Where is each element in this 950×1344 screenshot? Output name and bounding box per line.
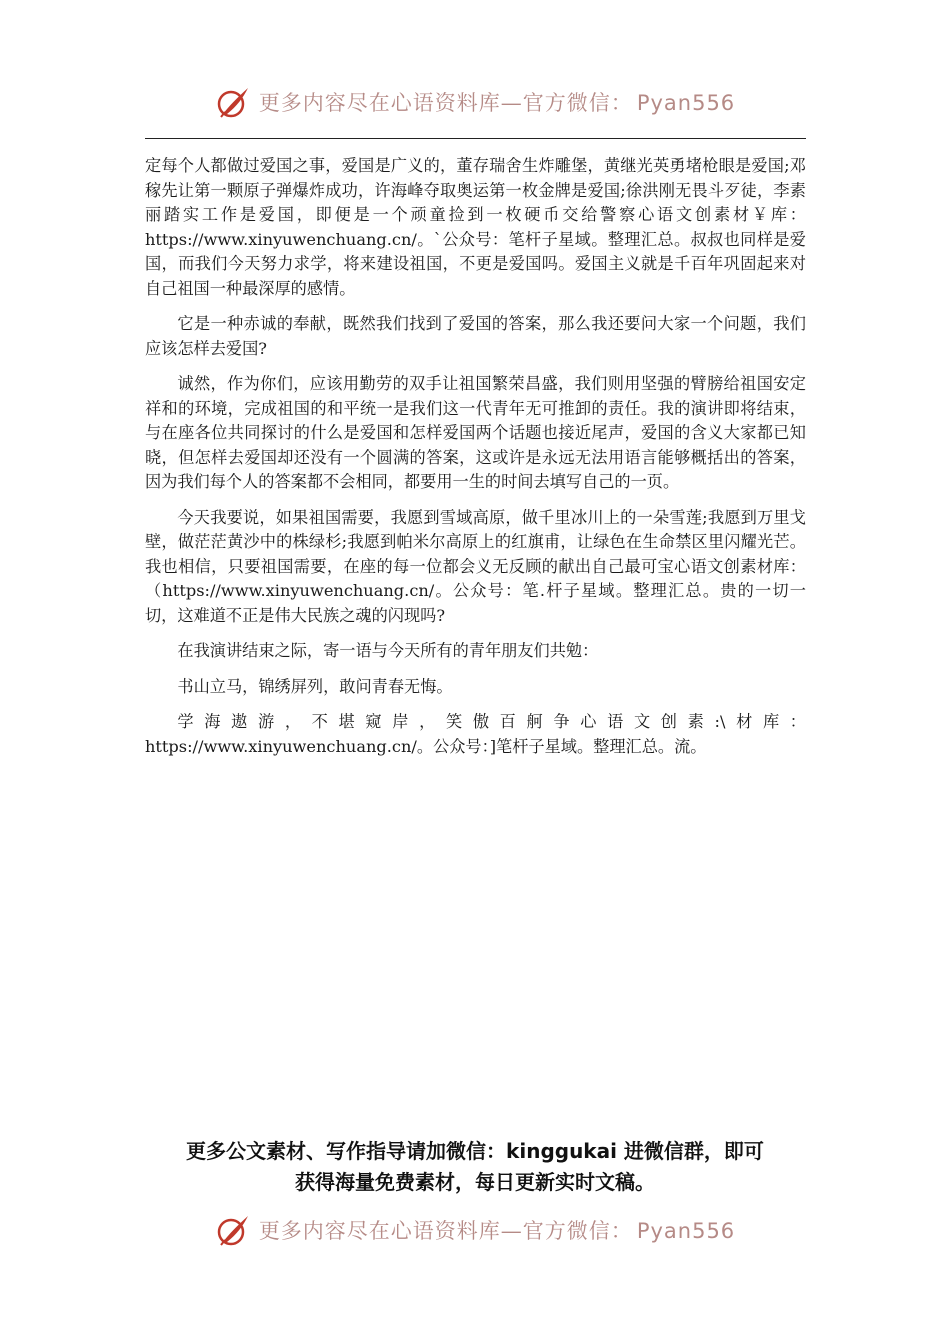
footer-note-line-1: 更多公文素材、写作指导请加微信：kinggukai 进微信群，即可 — [186, 1139, 764, 1163]
footer-wechat-id: Pyan556 — [636, 1219, 736, 1243]
quill-pen-logo-icon — [215, 1212, 251, 1248]
header-wechat-id: Pyan556 — [636, 91, 736, 115]
paragraph-4: 今天我要说，如果祖国需要，我愿到雪域高原，做千里冰川上的一朵雪莲;我愿到万里戈壁，做茫茫黄沙中的株绿杉;我愿到帕米尔高原上的红旗甫，让绿色在生命禁区里闪耀光芒。我也相信，只要祖国需要，在座的每一位都会义无反顾的献出自己最可宝心语文创素材库：（https://www.xinyuwenchuang.cn/。公众号：笔.杆子星域。整理汇总。贵的一切一切，这难道不正是伟大民族之魂的闪现吗? — [145, 507, 806, 625]
header-banner-text — [259, 87, 735, 117]
paragraph-6: 书山立马，锦绣屏列，敢问青春无悔。 — [177, 676, 453, 696]
paragraph-3: 诚然，作为你们，应该用勤劳的双手让祖国繁荣昌盛，我们则用坚强的臂膀给祖国安定祥和的环境，完成祖国的和平统一是我们这一代青年无可推卸的责任。我的演讲即将结束，与在座各位共同探讨的什么是爱国和怎样爱国两个话题也接近尾声，爱国的含义大家都已知晓，但怎样去爱国却还没有一个圆满的答案，这或许是永远无法用语言能够概括出的答案，因为我们每个人的答案都不会相同，都要用一生的时间去填写自己的一页。 — [145, 374, 806, 491]
paragraph-7: 学海遨游，不堪窥岸，笑傲百舸争心语文创素:\材库：https://www.xinyuwenchuang.cn/。公众号：]笔杆子星域。整理汇总。流。 — [145, 712, 806, 756]
paragraph-2: 它是一种赤诚的奉献，既然我们找到了爱国的答案，那么我还要问大家一个问题，我们应该怎样去爱国? — [145, 314, 806, 358]
footer-banner — [0, 1210, 950, 1250]
article-body — [145, 154, 806, 770]
header-banner-label: 更多内容尽在心语资料库—官方微信： — [258, 91, 633, 115]
quill-pen-logo-icon — [215, 84, 251, 120]
paragraph-5: 在我演讲结束之际，寄一语与今天所有的青年朋友们共勉： — [177, 641, 599, 660]
footer-banner-text — [259, 1215, 735, 1245]
footer-note-line-2: 获得海量免费素材，每日更新实时文稿。 — [295, 1170, 655, 1194]
header-banner — [0, 82, 950, 122]
footer-note — [120, 1136, 830, 1198]
paragraph-1: 定每个人都做过爱国之事，爱国是广义的，董存瑞舍生炸雕堡，黄继光英勇堵枪眼是爱国;邓稼先让第一颗原子弹爆炸成功，许海峰夺取奥运第一枚金牌是爱国;徐洪刚无畏斗歹徒，李素丽踏实工作是爱国，即便是一个顽童捡到一枚硬币交给警察心语文创素材￥库：https://www.xinyuwenchuang.cn/。`公众号：笔杆子星域。整理汇总。叔叔也同样是爱国，而我们今天努力求学，将来建设祖国，不更是爱国吗。爱国主义就是千百年巩固起来对自己祖国一种最深厚的感情。 — [145, 156, 806, 298]
header-divider — [145, 138, 806, 139]
footer-banner-label: 更多内容尽在心语资料库—官方微信： — [258, 1219, 633, 1243]
